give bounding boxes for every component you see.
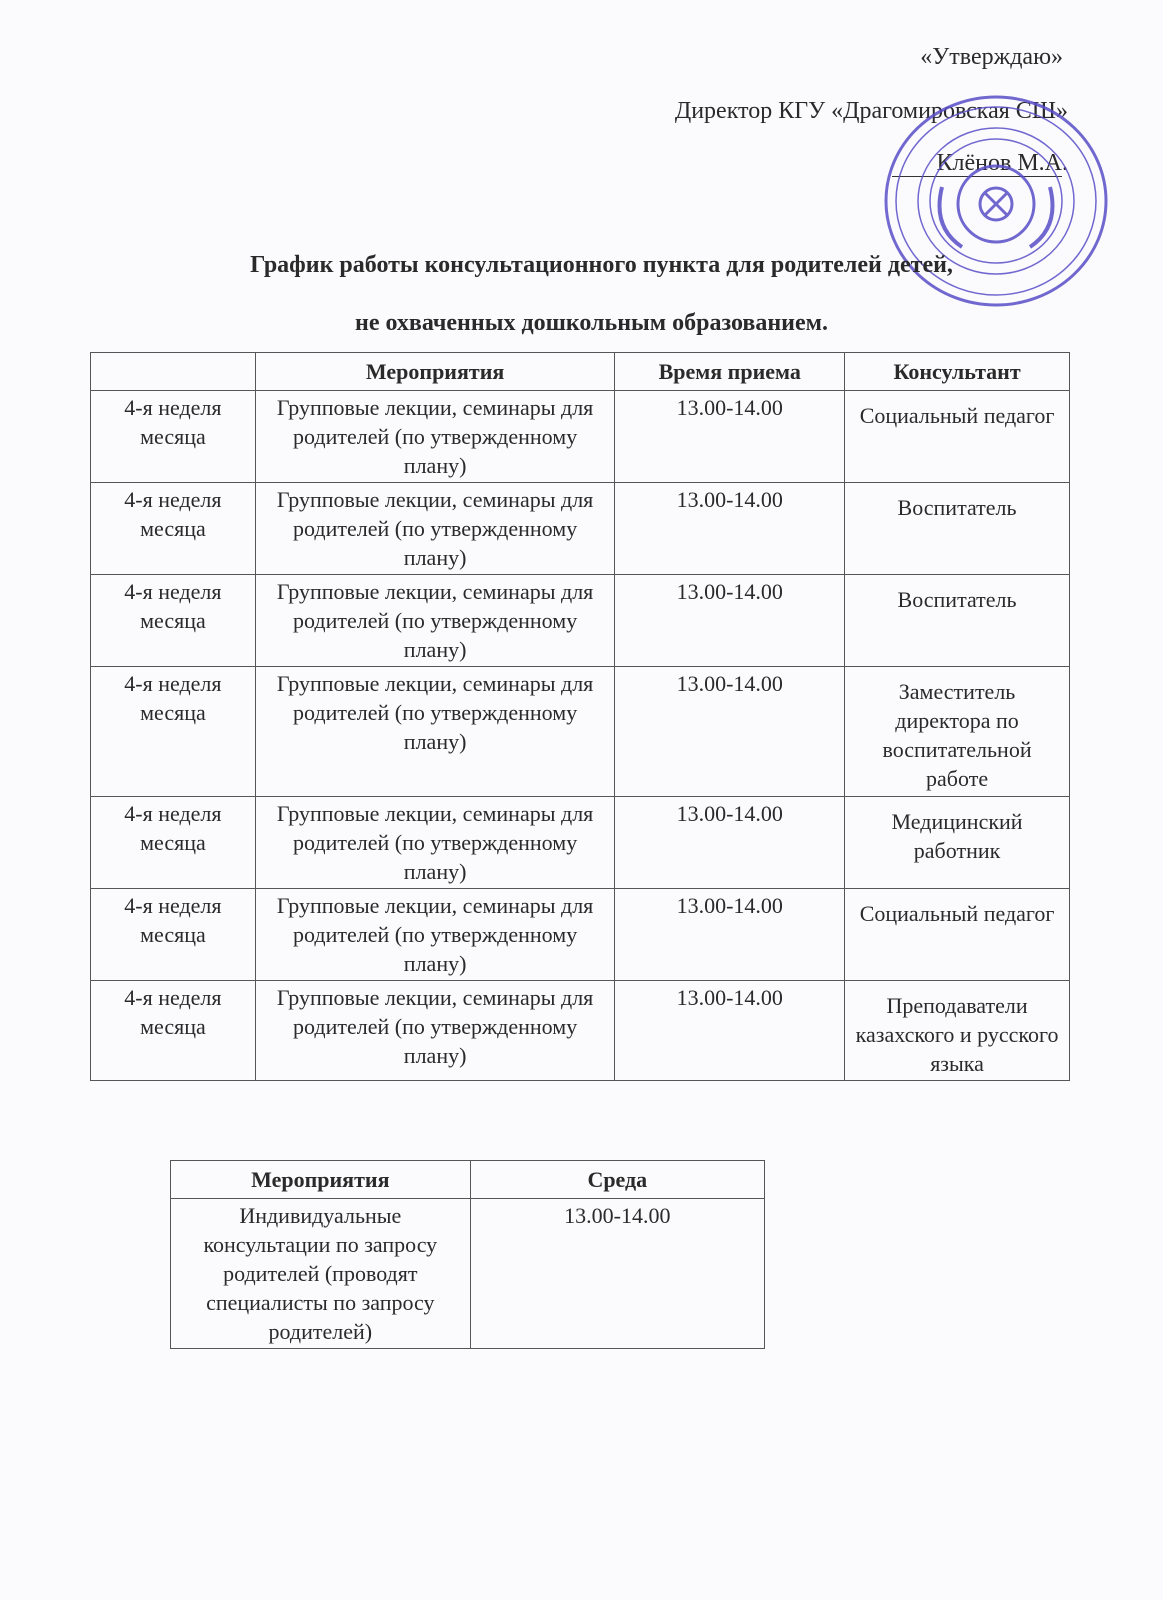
table-cell: Индивидуальные консультации по запросу родителей (проводят специалисты по запросу родителей) (171, 1199, 471, 1349)
table-cell: Групповые лекции, семинары для родителей (по утвержденному плану) (255, 797, 615, 889)
table-cell: 4-я неделя месяца (91, 391, 256, 483)
table-cell: 4-я неделя месяца (91, 981, 256, 1081)
table-cell: Групповые лекции, семинары для родителей (по утвержденному плану) (255, 667, 615, 797)
table-row (91, 575, 1070, 667)
header-cell: Мероприятия (255, 353, 615, 391)
table-header-row (171, 1161, 765, 1199)
approval-label: «Утверждаю» (920, 44, 1063, 70)
table-row (91, 667, 1070, 797)
director-line: Директор КГУ «Драгомировская СШ» (674, 98, 1068, 124)
table-cell: Групповые лекции, семинары для родителей (по утвержденному плану) (255, 889, 615, 981)
table-cell: Социальный педагог (845, 889, 1070, 981)
table-cell: Заместитель директора по воспитательной работе (845, 667, 1070, 797)
document-subtitle: не охваченных дошкольным образованием. (354, 310, 828, 336)
table-cell: 13.00-14.00 (615, 483, 845, 575)
signer-name: Клёнов М.А. (936, 150, 1068, 176)
table-cell: Воспитатель (845, 483, 1070, 575)
header-cell (91, 353, 256, 391)
table-cell: 13.00-14.00 (615, 981, 845, 1081)
table-cell: 13.00-14.00 (470, 1199, 764, 1349)
table-cell: Медицинский работник (845, 797, 1070, 889)
table-cell: 4-я неделя месяца (91, 667, 256, 797)
schedule-table (90, 352, 1070, 1081)
table-row (171, 1199, 765, 1349)
table-cell: 13.00-14.00 (615, 575, 845, 667)
table-header-row (91, 353, 1070, 391)
table-cell: 4-я неделя месяца (91, 889, 256, 981)
header-cell: Время приема (615, 353, 845, 391)
header-cell: Мероприятия (171, 1161, 471, 1199)
table-cell: Групповые лекции, семинары для родителей (по утвержденному плану) (255, 483, 615, 575)
table-cell: Преподаватели казахского и русского языка (845, 981, 1070, 1081)
table-row (91, 797, 1070, 889)
table-cell: 13.00-14.00 (615, 797, 845, 889)
table-cell: 13.00-14.00 (615, 667, 845, 797)
header-cell: Среда (470, 1161, 764, 1199)
individual-consultation-table (170, 1160, 765, 1349)
table-cell: Социальный педагог (845, 391, 1070, 483)
document-title: График работы консультационного пункта для родителей детей, (250, 252, 953, 278)
table-cell: Групповые лекции, семинары для родителей (по утвержденному плану) (255, 391, 615, 483)
table-cell: 4-я неделя месяца (91, 797, 256, 889)
table-cell: Групповые лекции, семинары для родителей (по утвержденному плану) (255, 575, 615, 667)
table-cell: 4-я неделя месяца (91, 483, 256, 575)
table-row (91, 391, 1070, 483)
table-cell: 13.00-14.00 (615, 889, 845, 981)
table-row (91, 981, 1070, 1081)
table-row (91, 483, 1070, 575)
header-cell: Консультант (845, 353, 1070, 391)
table-cell: Воспитатель (845, 575, 1070, 667)
table-cell: 4-я неделя месяца (91, 575, 256, 667)
table-cell: 13.00-14.00 (615, 391, 845, 483)
table-row (91, 889, 1070, 981)
table-cell: Групповые лекции, семинары для родителей (по утвержденному плану) (255, 981, 615, 1081)
